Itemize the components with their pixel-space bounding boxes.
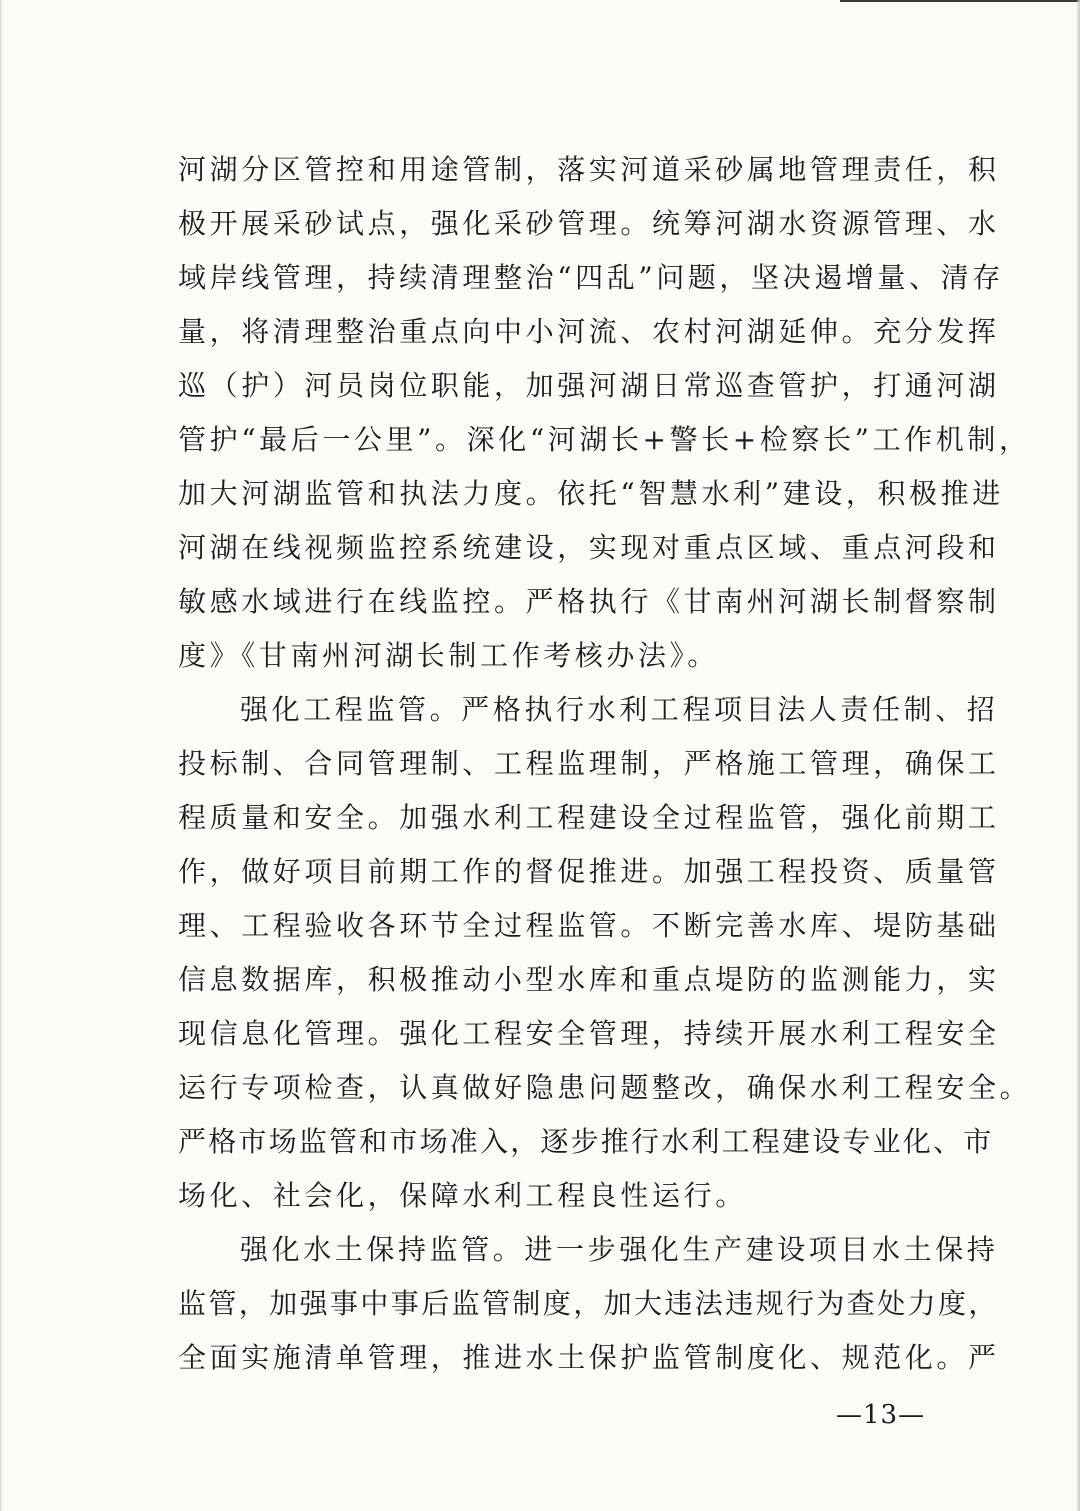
paragraph-heading-line: 强化工程监管。严格执行水利工程项目法人责任制、招 <box>240 693 999 726</box>
text-line: 全面实施清单管理，推进水土保护监管制度化、规范化。严 <box>178 1341 1000 1374</box>
text-line: 极开展采砂试点，强化采砂管理。统筹河湖水资源管理、水 <box>178 207 1000 240</box>
text-line: 现信息化管理。强化工程安全管理，持续开展水利工程安全 <box>178 1017 1000 1050</box>
text-line: 程质量和安全。加强水利工程建设全过程监管，强化前期工 <box>178 801 1000 834</box>
text-line: 敏感水域进行在线监控。严格执行《甘南州河湖长制督察制 <box>178 585 1000 618</box>
text-line: 运行专项检查，认真做好隐患问题整改，确保水利工程安全。 <box>178 1071 1032 1104</box>
text-line: 监管，加强事中事后监管制度，加大违法违规行为查处力度， <box>178 1287 999 1320</box>
scan-edge-right <box>1076 0 1080 1511</box>
text-line: 加大河湖监管和执法力度。依托“智慧水利”建设，积极推进 <box>178 477 1004 510</box>
text-line: 场化、社会化，保障水利工程良性运行。 <box>178 1179 747 1212</box>
scan-edge-top <box>840 0 1080 2</box>
text-line: 管护“最后一公里”。深化“河湖长+警长+检察长”工作机制， <box>178 423 1031 456</box>
text-line: 巡（护）河员岗位职能，加强河湖日常巡查管护，打通河湖 <box>178 369 1000 402</box>
text-line: 理、工程验收各环节全过程监管。不断完善水库、堤防基础 <box>178 909 1000 942</box>
text-line: 投标制、合同管理制、工程监理制，严格施工管理，确保工 <box>178 747 1000 780</box>
text-line: 量，将清理整治重点向中小河流、农村河湖延伸。充分发挥 <box>178 315 1000 348</box>
text-line: 河湖在线视频监控系统建设，实现对重点区域、重点河段和 <box>178 531 1000 564</box>
text-line: 河湖分区管控和用途管制，落实河道采砂属地管理责任，积 <box>178 153 1000 186</box>
scan-edge-left <box>0 0 3 1511</box>
text-line: 严格市场监管和市场准入，逐步推行水利工程建设专业化、市 <box>178 1125 994 1158</box>
paragraph-heading-line: 强化水土保持监管。进一步强化生产建设项目水土保持 <box>240 1233 999 1266</box>
text-line: 作，做好项目前期工作的督促推进。加强工程投资、质量管 <box>178 855 1000 888</box>
text-line: 度》《甘南州河湖长制工作考核办法》。 <box>178 639 719 672</box>
text-line: 域岸线管理，持续清理整治“四乱”问题，坚决遏增量、清存 <box>178 261 1004 294</box>
page-number: —13— <box>836 1400 926 1430</box>
text-line: 信息数据库，积极推动小型水库和重点堤防的监测能力，实 <box>178 963 1000 996</box>
